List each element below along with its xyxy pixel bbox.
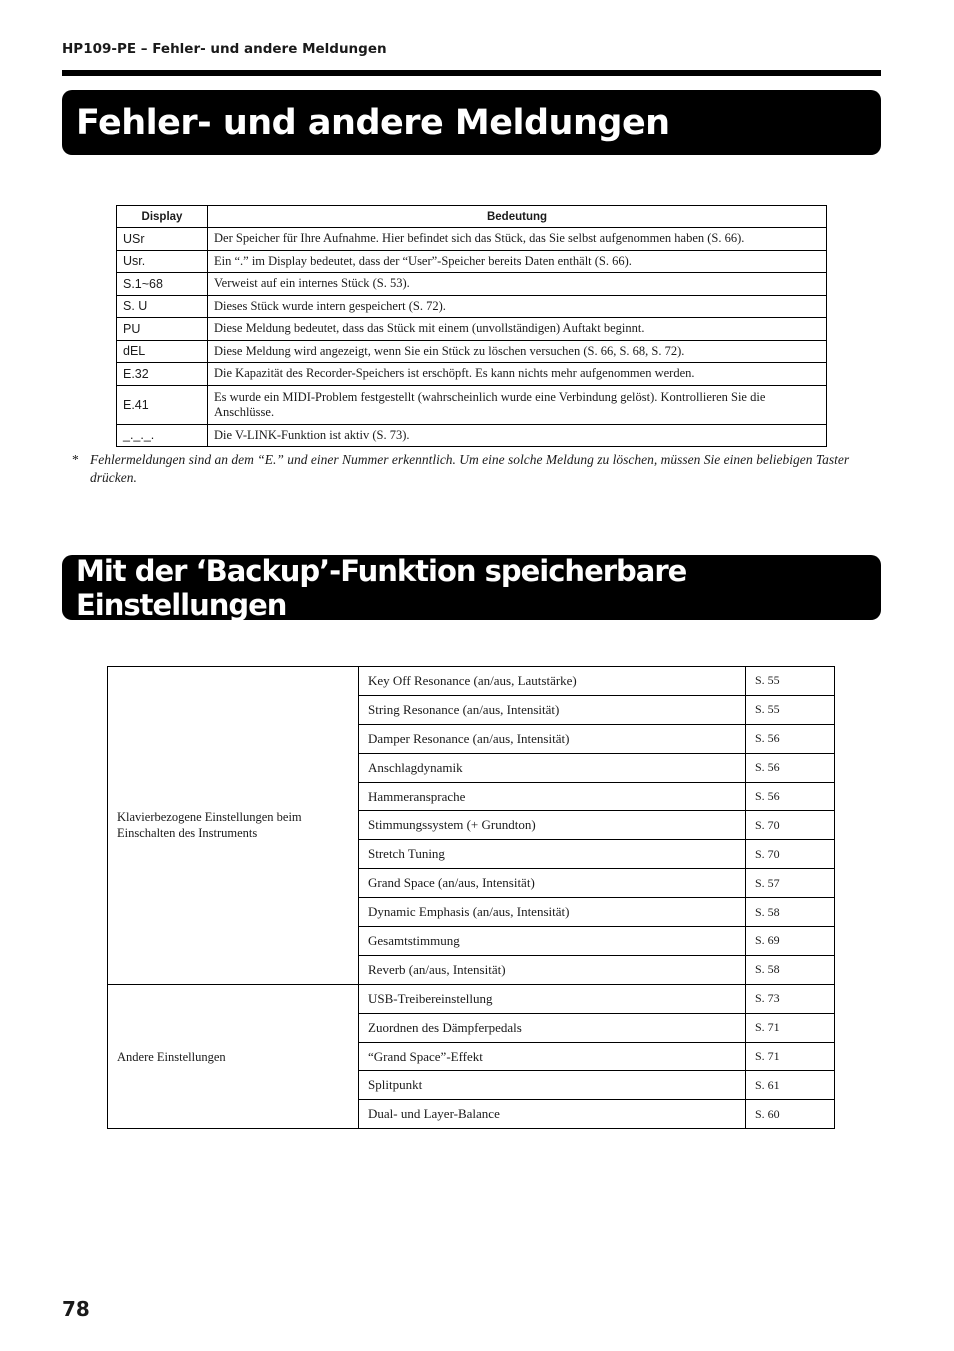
table-row [117,385,827,424]
backup-settings-table [107,666,835,1129]
page-reference: S. 70 [746,811,835,840]
display-code: dEL [117,340,208,363]
header-rule [62,70,881,76]
setting-name: Splitpunkt [359,1071,746,1100]
table-row [117,295,827,318]
page-reference: S. 61 [746,1071,835,1100]
display-code: E.32 [117,363,208,386]
table-row [117,318,827,341]
table-row [117,340,827,363]
setting-name: Grand Space (an/aus, Intensität) [359,869,746,898]
setting-name: Stretch Tuning [359,840,746,869]
table-row [108,984,835,1013]
setting-name: Hammeransprache [359,782,746,811]
table-row [117,273,827,296]
display-code: _._._. [117,424,208,447]
messages-table [116,205,827,447]
page-reference: S. 58 [746,955,835,984]
page-reference: S. 55 [746,667,835,696]
setting-name: Zuordnen des Dämpferpedals [359,1013,746,1042]
setting-name: Dual- und Layer-Balance [359,1100,746,1129]
setting-name: Dynamic Emphasis (an/aus, Intensität) [359,898,746,927]
meaning-text: Ein “.” im Display bedeutet, dass der “User”-Speicher bereits Daten enthält (S. 66). [208,250,827,273]
display-code: USr [117,228,208,251]
column-header-meaning: Bedeutung [208,206,827,228]
page-reference: S. 69 [746,927,835,956]
display-code: E.41 [117,385,208,424]
page-reference: S. 70 [746,840,835,869]
footnote-marker: * [72,452,79,467]
page-reference: S. 56 [746,753,835,782]
section-title-backup: Mit der ‘Backup’-Funktion speicherbare Einstellungen [62,555,881,620]
page-reference: S. 73 [746,984,835,1013]
page-reference: S. 60 [746,1100,835,1129]
page-reference: S. 56 [746,724,835,753]
table-row [117,250,827,273]
footnote [72,451,872,487]
meaning-text: Diese Meldung bedeutet, dass das Stück mit einem (unvollständigen) Auftakt beginnt. [208,318,827,341]
meaning-text: Dieses Stück wurde intern gespeichert (S. 72). [208,295,827,318]
meaning-text: Der Speicher für Ihre Aufnahme. Hier befindet sich das Stück, das Sie selbst aufgenommen haben (S. 66). [208,228,827,251]
page-reference: S. 56 [746,782,835,811]
table-header-row [117,206,827,228]
setting-name: Key Off Resonance (an/aus, Lautstärke) [359,667,746,696]
display-code: Usr. [117,250,208,273]
table-row [108,667,835,696]
footnote-text: Fehlermeldungen sind an dem “E.” und einer Nummer erkenntlich. Um eine solche Meldung zu löschen, müssen Sie einen beliebigen Taster drücken. [90,452,850,485]
meaning-text: Die Kapazität des Recorder-Speichers ist erschöpft. Es kann nichts mehr aufgenommen werden. [208,363,827,386]
page-reference: S. 55 [746,695,835,724]
running-header: HP109-PE – Fehler- und andere Meldungen [62,41,387,57]
table-row [117,228,827,251]
setting-name: “Grand Space”-Effekt [359,1042,746,1071]
meaning-text: Die V-LINK-Funktion ist aktiv (S. 73). [208,424,827,447]
meaning-text: Verweist auf ein internes Stück (S. 53). [208,273,827,296]
display-code: S.1~68 [117,273,208,296]
setting-name: String Resonance (an/aus, Intensität) [359,695,746,724]
setting-name: Gesamtstimmung [359,927,746,956]
page-reference: S. 71 [746,1042,835,1071]
setting-name: Stimmungssystem (+ Grundton) [359,811,746,840]
setting-name: Anschlagdynamik [359,753,746,782]
group-label-piano: Klavierbezogene Einstellungen beim Einschalten des Instruments [108,667,359,985]
page-reference: S. 71 [746,1013,835,1042]
setting-name: USB-Treibereinstellung [359,984,746,1013]
table-row [117,424,827,447]
column-header-display: Display [117,206,208,228]
page-number: 78 [62,1297,90,1321]
section-title-messages: Fehler- und andere Meldungen [62,90,881,155]
meaning-text: Es wurde ein MIDI-Problem festgestellt (wahrscheinlich wurde eine Verbindung gelöst). Kontrollieren Sie die Anschlüsse. [208,385,827,424]
group-label-other: Andere Einstellungen [108,984,359,1128]
setting-name: Reverb (an/aus, Intensität) [359,955,746,984]
setting-name: Damper Resonance (an/aus, Intensität) [359,724,746,753]
page-reference: S. 57 [746,869,835,898]
meaning-text: Diese Meldung wird angezeigt, wenn Sie ein Stück zu löschen versuchen (S. 66, S. 68, S. 72). [208,340,827,363]
table-row [117,363,827,386]
display-code: S. U [117,295,208,318]
page-reference: S. 58 [746,898,835,927]
display-code: PU [117,318,208,341]
